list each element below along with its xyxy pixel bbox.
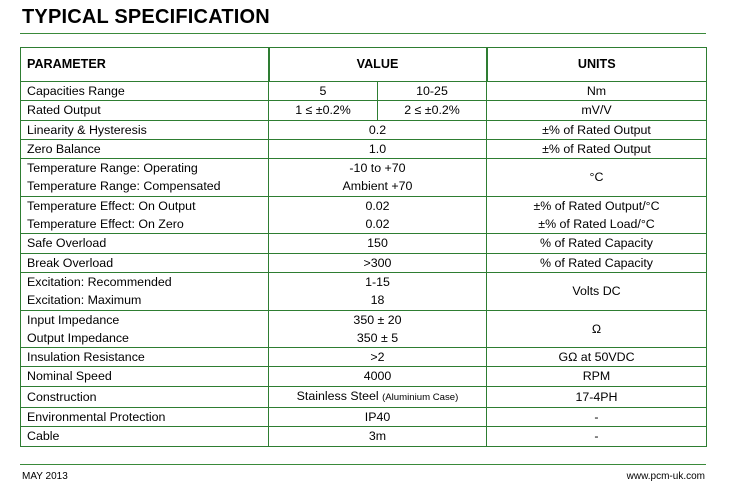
row-value: 0.2: [269, 120, 487, 139]
row-value: >2: [269, 348, 487, 367]
row-value: 18: [370, 293, 385, 308]
row-value-b: 2 ≤ ±0.2%: [378, 101, 487, 120]
footer-date: MAY 2013: [22, 471, 68, 482]
table-row: [21, 367, 707, 386]
row-value: 350 ± 20: [353, 312, 402, 327]
row-parameter: Output Impedance: [27, 330, 129, 345]
row-parameter: Excitation: Recommended: [27, 274, 172, 289]
row-value-a: 5: [269, 82, 378, 101]
row-parameter-pair: [21, 310, 269, 348]
row-value-b: 10-25: [378, 82, 487, 101]
row-parameter: Safe Overload: [21, 234, 269, 253]
row-parameter: Rated Output: [21, 101, 269, 120]
row-parameter: Zero Balance: [21, 139, 269, 158]
row-value-pair: [269, 310, 487, 348]
table-row: [21, 253, 707, 272]
row-units: ±% of Rated Output: [487, 120, 707, 139]
row-parameter: Insulation Resistance: [21, 348, 269, 367]
row-units: Ω: [487, 310, 707, 348]
table-row: [21, 159, 707, 197]
row-parameter: Nominal Speed: [21, 367, 269, 386]
header-parameter: PARAMETER: [21, 48, 269, 82]
row-units: °C: [487, 159, 707, 197]
header-value: VALUE: [269, 48, 487, 82]
row-parameter: Cable: [21, 427, 269, 446]
table-row: [21, 310, 707, 348]
row-units: Nm: [487, 82, 707, 101]
footer-website-link[interactable]: www.pcm-uk.com: [626, 471, 705, 482]
row-parameter: Temperature Effect: On Output: [27, 198, 196, 213]
row-units: RPM: [487, 367, 707, 386]
row-parameter: Capacities Range: [21, 82, 269, 101]
row-parameter: Temperature Effect: On Zero: [27, 217, 184, 232]
row-value: 150: [269, 234, 487, 253]
row-parameter-pair: [21, 159, 269, 197]
row-parameter: Excitation: Maximum: [27, 293, 142, 308]
table-row: [21, 427, 707, 446]
row-parameter: Construction: [21, 386, 269, 407]
row-units: Volts DC: [487, 272, 707, 310]
table-row: [21, 120, 707, 139]
row-value: 4000: [269, 367, 487, 386]
construction-material: Stainless Steel: [296, 388, 379, 403]
row-parameter: Break Overload: [21, 253, 269, 272]
row-value-a: 1 ≤ ±0.2%: [269, 101, 378, 120]
row-value: 0.02: [365, 217, 390, 232]
row-value: [269, 386, 487, 407]
row-parameter-pair: [21, 196, 269, 234]
row-value: 1-15: [365, 274, 390, 289]
row-units: -: [487, 427, 707, 446]
row-units: mV/V: [487, 101, 707, 120]
row-value-pair: [269, 272, 487, 310]
row-parameter: Temperature Range: Operating: [27, 161, 198, 176]
header-units: UNITS: [487, 48, 707, 82]
row-value-pair: [269, 159, 487, 197]
construction-note: (Aluminium Case): [382, 391, 459, 403]
row-parameter: Input Impedance: [27, 312, 120, 327]
row-units: -: [487, 408, 707, 427]
title-divider: [20, 33, 706, 34]
table-row: [21, 139, 707, 158]
table-row: [21, 234, 707, 253]
row-value-pair: [269, 196, 487, 234]
row-parameter: Temperature Range: Compensated: [27, 179, 221, 194]
table-row: [21, 348, 707, 367]
row-units: ±% of Rated Output: [487, 139, 707, 158]
row-value: >300: [269, 253, 487, 272]
row-units-pair: [487, 196, 707, 234]
row-parameter: Environmental Protection: [21, 408, 269, 427]
row-units: ±% of Rated Load/°C: [538, 217, 655, 232]
row-parameter: Linearity & Hysteresis: [21, 120, 269, 139]
row-value: 1.0: [269, 139, 487, 158]
page-title: TYPICAL SPECIFICATION: [22, 6, 270, 28]
row-units: GΩ at 50VDC: [487, 348, 707, 367]
table-row: [21, 101, 707, 120]
row-units: ±% of Rated Output/°C: [533, 198, 660, 213]
footer-divider: [20, 464, 706, 465]
row-value: 3m: [269, 427, 487, 446]
row-value: Ambient +70: [342, 179, 413, 194]
row-value: 0.02: [365, 198, 390, 213]
table-row: [21, 82, 707, 101]
table-row: [21, 196, 707, 234]
row-units: % of Rated Capacity: [487, 253, 707, 272]
table-row: [21, 272, 707, 310]
table-header-row: [21, 48, 707, 82]
row-units: % of Rated Capacity: [487, 234, 707, 253]
specification-table: [20, 47, 707, 447]
row-value: IP40: [269, 408, 487, 427]
row-value: 350 ± 5: [356, 330, 399, 345]
row-parameter-pair: [21, 272, 269, 310]
table-row: [21, 386, 707, 407]
table-row: [21, 408, 707, 427]
row-units: 17-4PH: [487, 386, 707, 407]
row-value: -10 to +70: [349, 161, 406, 176]
